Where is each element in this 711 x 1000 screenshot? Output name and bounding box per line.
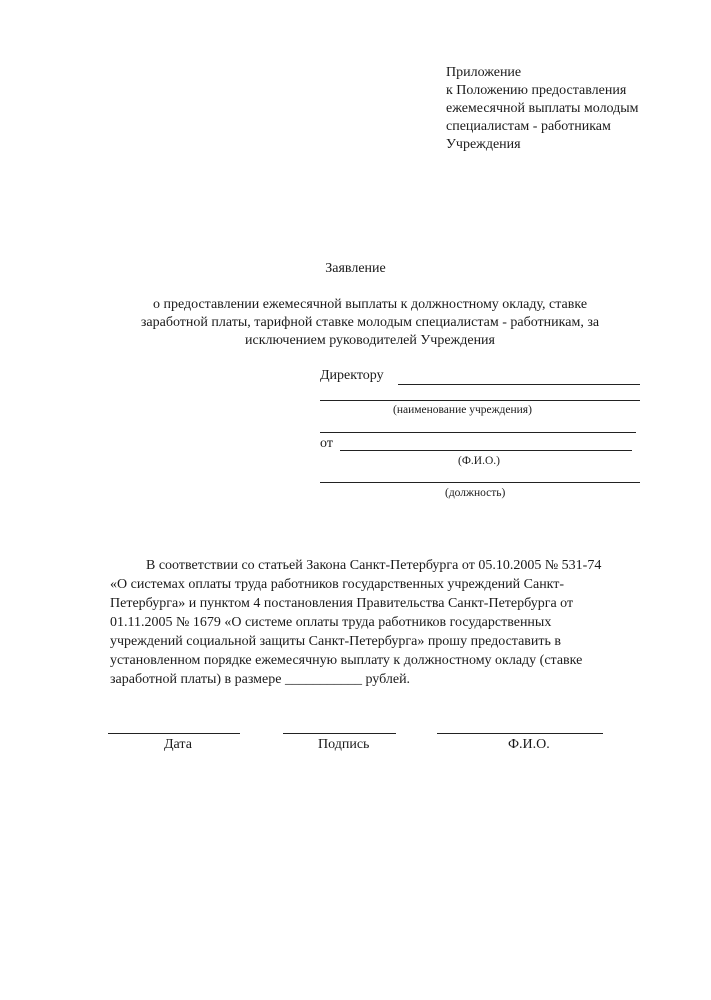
appendix-line: Учреждения [446, 137, 521, 152]
body-line: Петербурга» и пунктом 4 постановления Правительства Санкт-Петербурга от [110, 596, 574, 611]
appendix-line: к Положению предоставления [446, 83, 627, 98]
date-label: Дата [164, 737, 192, 752]
institution-field[interactable] [320, 400, 640, 401]
subtitle-line: о предоставлении ежемесячной выплаты к должностному окладу, ставке [152, 297, 588, 312]
appendix-line: специалистам - работникам [446, 119, 611, 134]
full-name-field[interactable] [340, 450, 632, 451]
full-name-hint: (Ф.И.О.) [458, 455, 500, 467]
from-label: от [320, 436, 333, 451]
document-title: Заявление [325, 261, 386, 276]
body-line: установленном порядке ежемесячную выплату к должностному окладу (ставке [110, 653, 583, 668]
signer-name-label: Ф.И.О. [508, 737, 550, 752]
position-field[interactable] [320, 482, 640, 483]
document-subtitle [110, 296, 630, 350]
signature-field[interactable] [283, 733, 396, 734]
signature-label: Подпись [318, 737, 370, 752]
institution-hint: (наименование учреждения) [393, 404, 532, 416]
body-line: учреждений социальной защиты Санкт-Петербурга» прошу предоставить в [110, 634, 562, 649]
body-line: «О системах оплаты труда работников государственных учреждений Санкт- [110, 577, 565, 592]
appendix-note [446, 64, 696, 154]
director-label: Директору [320, 368, 384, 383]
appendix-line: ежемесячной выплаты молодым [446, 101, 639, 116]
application-body [110, 556, 646, 689]
extra-field[interactable] [320, 432, 636, 433]
director-field[interactable] [398, 384, 640, 385]
subtitle-line: исключением руководителей Учреждения [245, 333, 495, 348]
body-line: 01.11.2005 № 1679 «О системе оплаты труда работников государственных [110, 615, 552, 630]
amount-line: заработной платы) в размере ___________ рублей. [110, 672, 411, 687]
appendix-line: Приложение [446, 65, 522, 80]
signer-name-field[interactable] [437, 733, 603, 734]
subtitle-line: заработной платы, тарифной ставке молодым специалистам - работникам, за [140, 315, 600, 330]
body-line: В соответствии со статьей Закона Санкт-Петербурга от 05.10.2005 № 531-74 [146, 558, 602, 573]
position-hint: (должность) [445, 487, 506, 499]
date-field[interactable] [108, 733, 240, 734]
